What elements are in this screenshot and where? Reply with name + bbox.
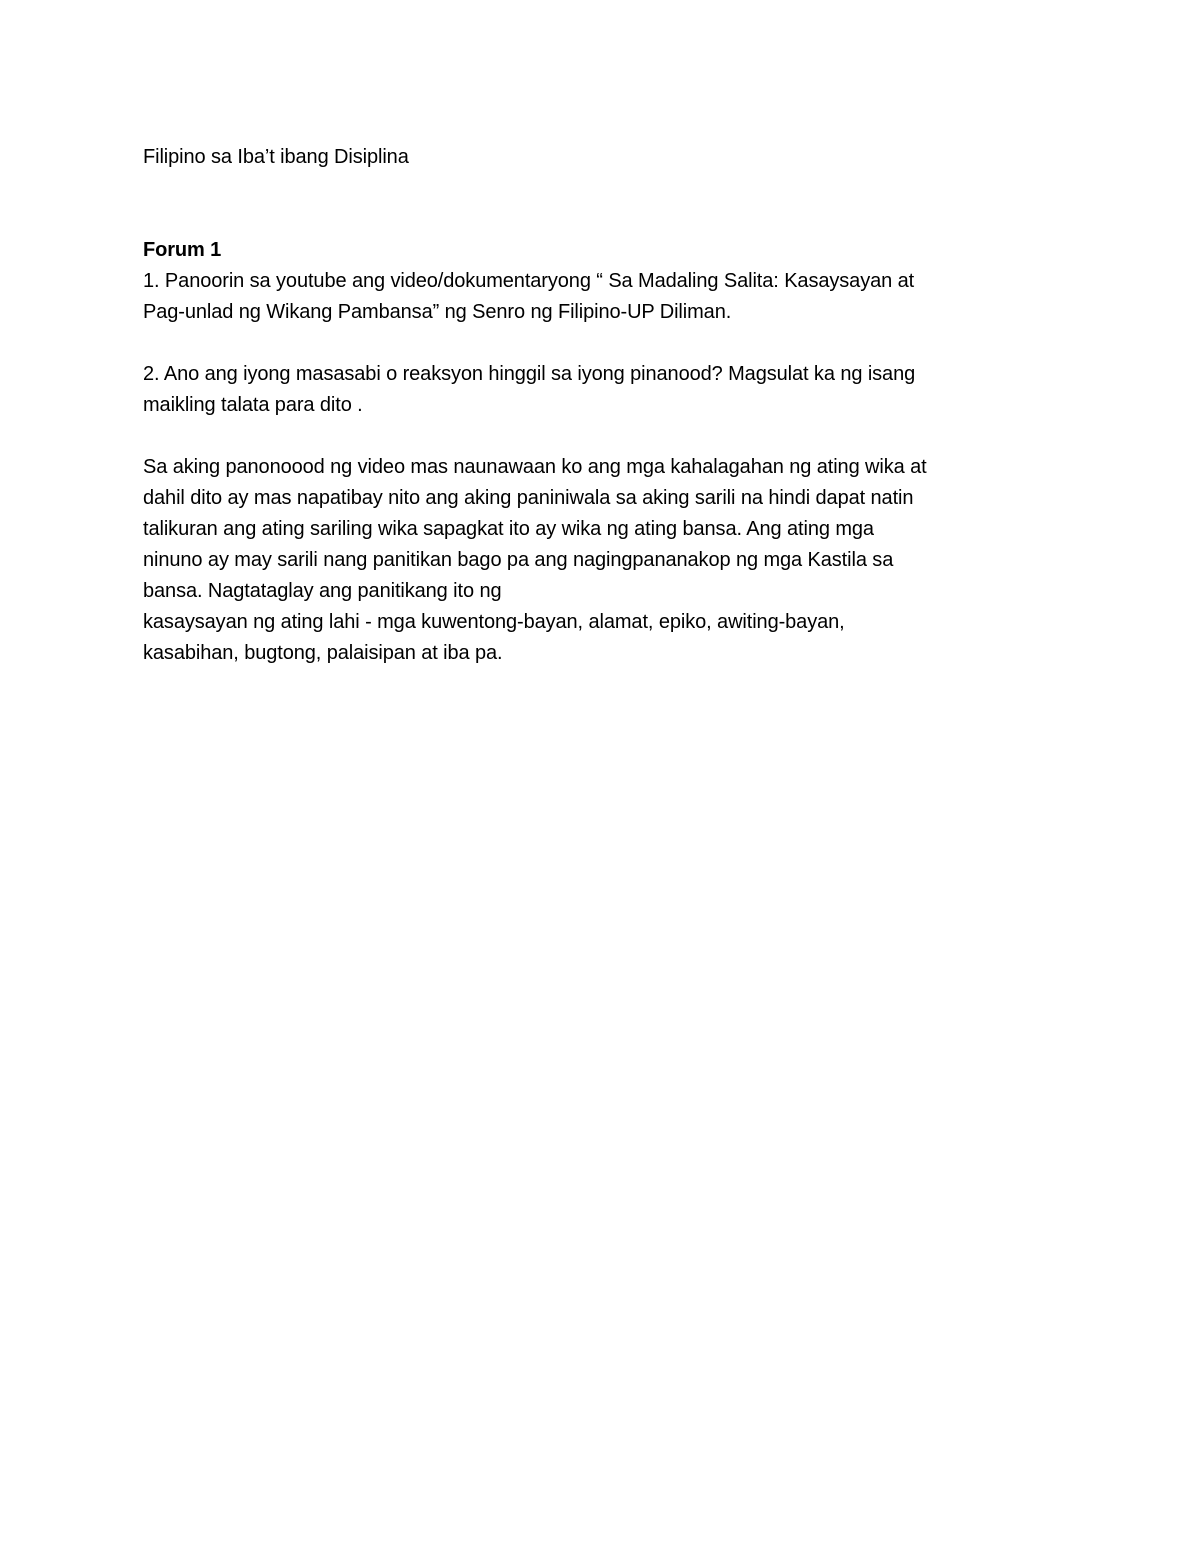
answer-line: kasabihan, bugtong, palaisipan at iba pa. [143,642,503,664]
question-item-2-line: 2. Ano ang iyong masasabi o reaksyon hinggil sa iyong pinanood? Magsulat ka ng isang [143,363,916,385]
answer-line: ninuno ay may sarili nang panitikan bago pa ang nagingpananakop ng mga Kastila sa [143,549,894,571]
question-item-1 [143,266,1083,328]
answer-line: bansa. Nagtataglay ang panitikang ito ng [143,580,502,602]
question-item-2 [143,359,1083,421]
question-item-1-line: Pag-unlad ng Wikang Pambansa” ng Senro ng Filipino-UP Diliman. [143,301,732,323]
document-body [143,142,1083,669]
answer-line: Sa aking panonoood ng video mas naunawaan ko ang mga kahalagahan ng ating wika at [143,456,927,478]
question-item-1-line: 1. Panoorin sa youtube ang video/dokumentaryong “ Sa Madaling Salita: Kasaysayan at [143,270,915,292]
forum-heading: Forum 1 [143,239,222,261]
question-item-2-line: maikling talata para dito . [143,394,363,416]
answer-line: talikuran ang ating sariling wika sapagkat ito ay wika ng ating bansa. Ang ating mga [143,518,874,540]
document-title: Filipino sa Iba’t ibang Disiplina [143,146,409,168]
answer-line: dahil dito ay mas napatibay nito ang aking paniniwala sa aking sarili na hindi dapat natin [143,487,914,509]
answer-line: kasaysayan ng ating lahi - mga kuwentong-bayan, alamat, epiko, awiting-bayan, [143,611,845,633]
answer-paragraph [143,452,1083,669]
